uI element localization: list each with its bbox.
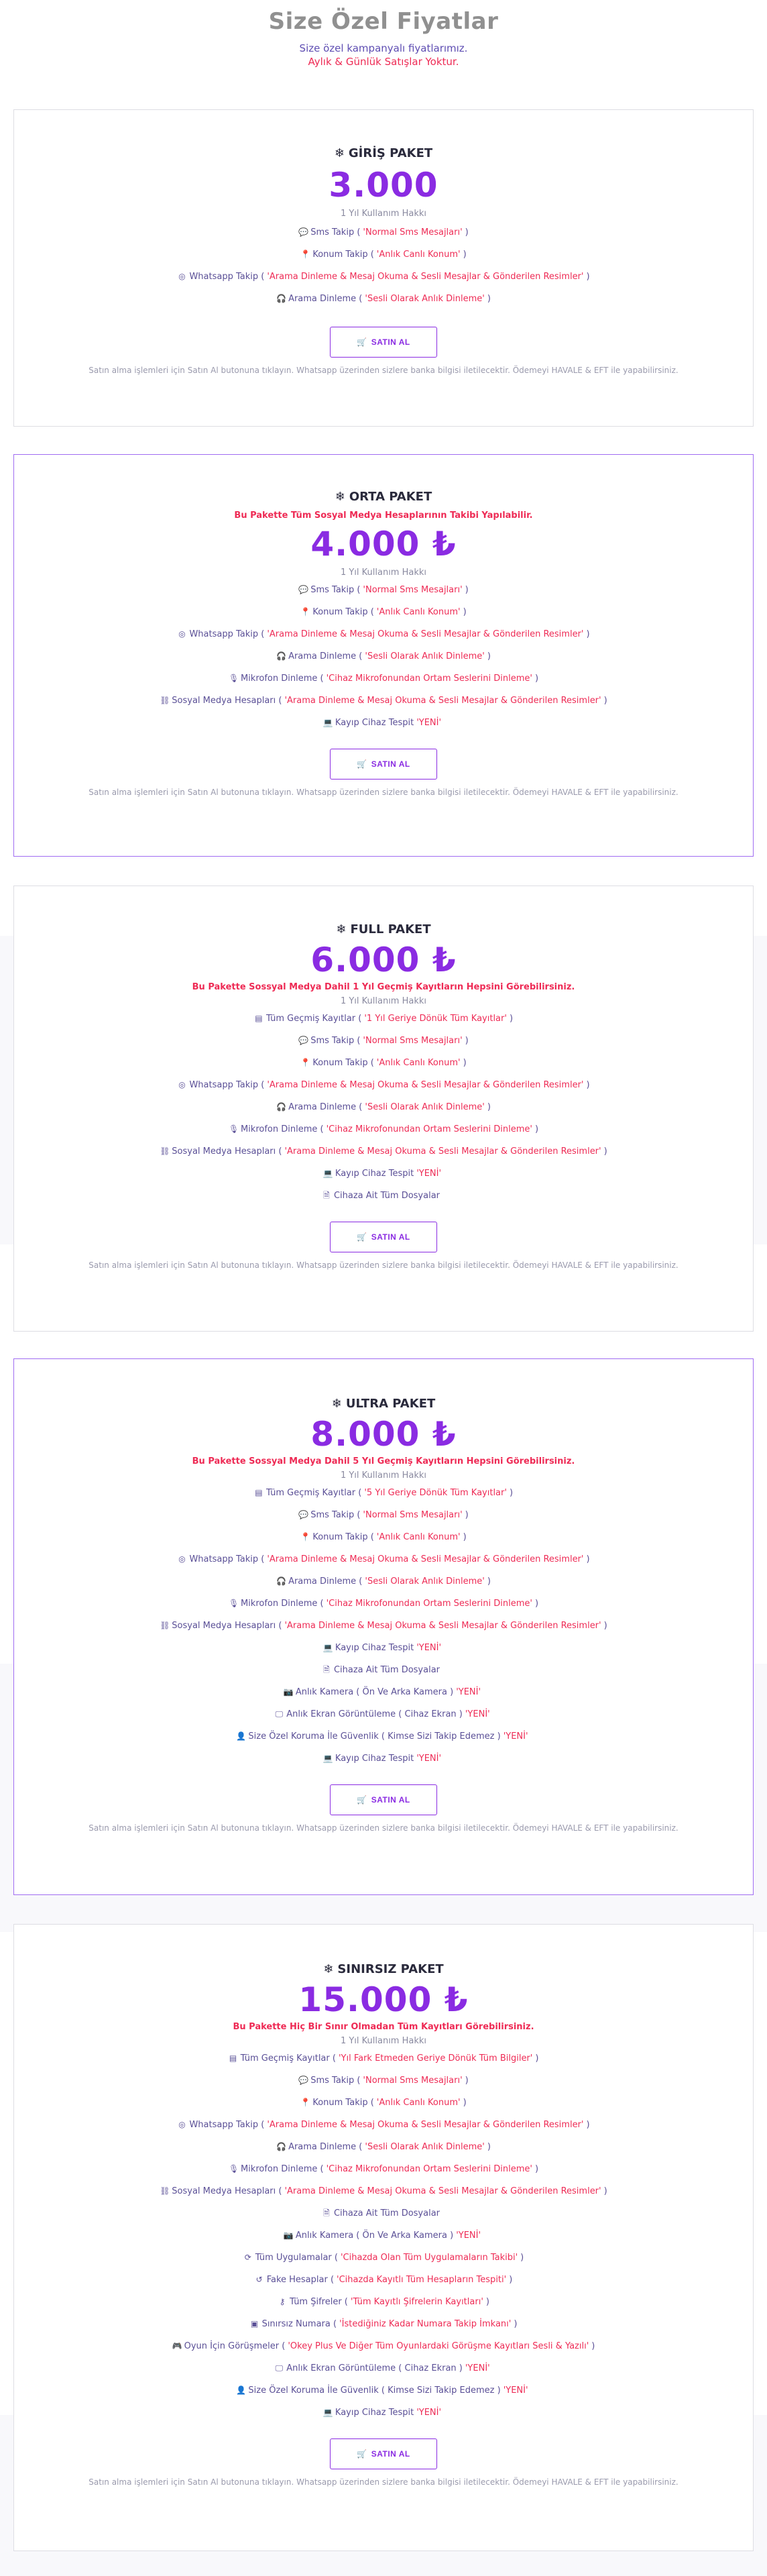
feature-highlight: 'YENİ' [416,718,442,728]
package-price: 8.000 ₺ [310,1415,457,1454]
social-icon: ⛓ [160,1621,170,1630]
snowflake-icon: ❄ [335,490,345,504]
feature-label: Konum Takip ( [312,2098,374,2108]
headphones-icon: 🎧 [276,2142,287,2151]
package-name: ORTA PAKET [349,490,432,504]
feature-highlight: 'Arama Dinleme & Mesaj Okuma & Sesli Mesajlar & Gönderilen Resimler' [267,1554,584,1564]
monitor-icon: 🖵 [275,2363,284,2373]
feature-highlight: 'Anlık Canlı Konum' [376,1532,461,1542]
folder-icon: 🗎 [323,1191,330,1200]
headphones-icon: 🎧 [276,1576,287,1586]
feature-label: Anlık Kamera ( Ön Ve Arka Kamera ) [295,2231,454,2241]
whatsapp-icon: ◎ [178,272,186,281]
feature-highlight: 'Anlık Canlı Konum' [376,2098,461,2108]
social-icon: ⛓ [160,1146,170,1156]
map-marker-icon: 📍 [300,250,311,259]
feature-item [14,2180,753,2202]
feature-item [14,1185,753,1207]
feature-suffix: ) [534,1599,539,1609]
feature-item [14,1637,753,1659]
feature-highlight: 'Arama Dinleme & Mesaj Okuma & Sesli Mesajlar & Gönderilen Resimler' [284,1621,601,1631]
feature-label: Sosyal Medya Hesapları ( [172,696,282,706]
feature-item [14,1659,753,1681]
feature-suffix: ) [520,2253,524,2263]
feature-item [14,288,753,310]
feature-suffix: ) [487,294,491,304]
feature-label: Sms Takip ( [310,1510,361,1520]
archive-icon: ▤ [229,2053,237,2063]
feature-label: Fake Hesaplar ( [266,2275,335,2285]
feature-item [14,1482,753,1504]
feature-label: Mikrofon Dinleme ( [240,1124,324,1134]
package-title [14,1397,753,1411]
feature-item [14,1163,753,1185]
microphone-icon: 🎙 [228,674,239,683]
feature-suffix: ) [603,696,607,706]
feature-highlight: 'YENİ' [416,1754,442,1764]
package-name: ULTRA PAKET [345,1397,436,1411]
feature-highlight: 'Anlık Canlı Konum' [376,607,461,617]
feature-highlight: 'Normal Sms Mesajları' [363,1036,463,1046]
feature-label: Cihaza Ait Tüm Dosyalar [333,1665,440,1675]
feature-suffix: ) [591,2341,595,2351]
laptop-icon: 💻 [322,1643,333,1652]
feature-label: Sms Takip ( [310,1036,361,1046]
feature-label: Sosyal Medya Hesapları ( [172,1621,282,1631]
folder-icon: 🗎 [323,2208,330,2218]
package-card-sinirsiz [13,1924,754,2551]
feature-label: Mikrofon Dinleme ( [240,2164,324,2174]
feature-label: Tüm Geçmiş Kayıtlar ( [266,1014,362,1024]
user-icon: 👤 [236,1731,247,1741]
payment-note: Satın alma işlemleri için Satın Al butonuna tıklayın. Whatsapp üzerinden sizlere banka bilgisi iletilecektir. Ödemeyi HAVALE & EFT ile yapabilirsiniz. [88,2477,678,2487]
social-icon: ⛓ [160,2186,170,2196]
feature-suffix: ) [534,1124,539,1134]
apps-icon: ⟳ [244,2253,251,2262]
feature-suffix: ) [463,1532,467,1542]
feature-item [14,2291,753,2313]
feature-suffix: ) [465,227,469,237]
feature-list [14,579,753,734]
feature-list [14,1482,753,1770]
snowflake-icon: ❄ [323,1962,334,1976]
package-price: 15.000 ₺ [298,1980,469,2019]
feature-item [14,1504,753,1526]
feature-suffix: ) [487,1576,491,1587]
feature-highlight: 'YENİ' [465,2363,490,2373]
camera-icon: 📷 [283,1687,294,1697]
buy-button[interactable]: 🛒 SATIN AL [330,749,437,780]
feature-suffix: ) [603,1621,607,1631]
feature-label: Whatsapp Takip ( [189,629,265,639]
feature-label: Kayıp Cihaz Tespit [335,718,414,728]
feature-highlight: '1 Yıl Geriye Dönük Tüm Kayıtlar' [364,1014,507,1024]
feature-suffix: ) [463,250,467,260]
feature-highlight: 'Cihaz Mikrofonundan Ortam Seslerini Dinleme' [326,2164,532,2174]
feature-item [14,2313,753,2335]
feature-item [14,579,753,601]
package-description: Bu Pakette Hiç Bir Sınır Olmadan Tüm Kayıtları Görebilirsiniz. [233,2022,534,2032]
feature-highlight: 'Sesli Olarak Anlık Dinleme' [365,651,485,661]
feature-highlight: 'Arama Dinleme & Mesaj Okuma & Sesli Mesajlar & Gönderilen Resimler' [267,272,584,282]
package-card-full [13,885,754,1332]
feature-highlight: 'YENİ' [503,2385,528,2396]
package-title [14,1962,753,1976]
payment-note: Satın alma işlemleri için Satın Al butonuna tıklayın. Whatsapp üzerinden sizlere banka bilgisi iletilecektir. Ödemeyi HAVALE & EFT ile yapabilirsiniz. [88,366,678,375]
feature-label: Konum Takip ( [312,607,374,617]
feature-suffix: ) [586,272,590,282]
feature-highlight: '5 Yıl Geriye Dönük Tüm Kayıtlar' [364,1488,507,1498]
whatsapp-icon: ◎ [178,629,186,639]
microphone-icon: 🎙 [228,1599,239,1608]
feature-highlight: 'Anlık Canlı Konum' [376,250,461,260]
package-name: FULL PAKET [350,922,431,936]
feature-item [14,2335,753,2357]
package-description: Bu Pakette Sossyal Medya Dahil 5 Yıl Geçmiş Kayıtların Hepsini Görebilirsiniz. [192,1456,575,1466]
package-price: 6.000 ₺ [310,941,457,979]
archive-icon: ▤ [255,1488,263,1497]
feature-label: Konum Takip ( [312,1058,374,1068]
feature-suffix: ) [487,1102,491,1112]
feature-label: Sosyal Medya Hesapları ( [172,1146,282,1157]
feature-item [14,2224,753,2247]
feature-highlight: 'Normal Sms Mesajları' [363,1510,463,1520]
feature-highlight: 'Sesli Olarak Anlık Dinleme' [365,1102,485,1112]
feature-label: Size Özel Koruma İle Güvenlik ( Kimse Sizi Takip Edemez ) [248,2385,501,2396]
key-icon: ⚷ [279,2297,286,2306]
feature-label: Mikrofon Dinleme ( [240,1599,324,1609]
feature-item [14,645,753,667]
feature-label: Arama Dinleme ( [288,1576,363,1587]
feature-suffix: ) [509,2275,513,2285]
feature-suffix: ) [603,1146,607,1157]
feature-label: Sms Takip ( [310,227,361,237]
feature-suffix: ) [487,2142,491,2152]
feature-item [14,1725,753,1748]
laptop-icon: 💻 [322,1754,333,1763]
feature-item [14,1096,753,1118]
feature-label: Anlık Ekran Görüntüleme ( Cihaz Ekran ) [286,1709,463,1719]
feature-label: Konum Takip ( [312,1532,374,1542]
headphones-icon: 🎧 [276,294,287,303]
feature-label: Whatsapp Takip ( [189,272,265,282]
feature-item [14,2202,753,2224]
chat-icon: 💬 [298,1036,309,1045]
feature-item [14,623,753,645]
package-card-giris [13,109,754,427]
chat-icon: 💬 [298,2076,309,2085]
feature-label: Tüm Geçmiş Kayıtlar ( [266,1488,362,1498]
feature-highlight: 'Cihaz Mikrofonundan Ortam Seslerini Dinleme' [326,674,532,684]
whatsapp-icon: ◎ [178,1554,186,1564]
feature-highlight: 'Arama Dinleme & Mesaj Okuma & Sesli Mesajlar & Gönderilen Resimler' [284,1146,601,1157]
feature-label: Tüm Geçmiş Kayıtlar ( [240,2053,336,2063]
feature-item [14,690,753,712]
laptop-icon: 💻 [322,718,333,727]
feature-item [14,2402,753,2424]
whatsapp-icon: ◎ [178,2120,186,2129]
feature-label: Anlık Kamera ( Ön Ve Arka Kamera ) [295,1687,454,1697]
buy-button[interactable]: 🛒 SATIN AL [330,327,437,358]
feature-label: Sms Takip ( [310,2076,361,2086]
usage-period: 1 Yıl Kullanım Hakkı [340,568,427,578]
feature-suffix: ) [465,1036,469,1046]
chat-icon: 💬 [298,585,309,594]
feature-highlight: 'Arama Dinleme & Mesaj Okuma & Sesli Mesajlar & Gönderilen Resimler' [284,2186,601,2196]
cart-icon: 🛒 [357,337,367,347]
user-icon: 👤 [236,2385,247,2395]
feature-suffix: ) [586,1080,590,1090]
feature-suffix: ) [534,2164,539,2174]
feature-suffix: ) [463,1058,467,1068]
usage-period: 1 Yıl Kullanım Hakkı [340,996,427,1006]
headphones-icon: 🎧 [276,651,287,661]
feature-highlight: 'YENİ' [456,2231,481,2241]
laptop-icon: 💻 [322,1169,333,1178]
feature-highlight: 'Cihaz Mikrofonundan Ortam Seslerini Dinleme' [326,1599,532,1609]
cart-icon: 🛒 [357,2449,367,2459]
chat-icon: 💬 [298,227,309,237]
feature-list [14,1008,753,1207]
map-marker-icon: 📍 [300,1532,311,1542]
package-description: Bu Pakette Tüm Sosyal Medya Hesaplarının Takibi Yapılabilir. [234,511,533,521]
usage-period: 1 Yıl Kullanım Hakkı [340,2036,427,2046]
feature-label: Konum Takip ( [312,250,374,260]
microphone-icon: 🎙 [228,2164,239,2174]
feature-item [14,2047,753,2070]
feature-item [14,2114,753,2136]
snowflake-icon: ❄ [336,922,347,936]
feature-item [14,712,753,734]
feature-highlight: 'Cihazda Olan Tüm Uygulamaların Takibi' [340,2253,518,2263]
map-marker-icon: 📍 [300,607,311,616]
gamepad-icon: 🎮 [172,2341,182,2351]
feature-suffix: ) [509,1014,514,1024]
feature-item [14,2158,753,2180]
feature-highlight: 'Anlık Canlı Konum' [376,1058,461,1068]
feature-highlight: 'Normal Sms Mesajları' [363,2076,463,2086]
feature-suffix: ) [465,2076,469,2086]
feature-item [14,1703,753,1725]
monitor-icon: 🖵 [275,1709,284,1719]
feature-item [14,1570,753,1593]
feature-item [14,601,753,623]
cart-icon: 🛒 [357,1232,367,1242]
feature-highlight: 'Cihaz Mikrofonundan Ortam Seslerini Dinleme' [326,1124,532,1134]
feature-suffix: ) [535,2053,539,2063]
feature-item [14,1548,753,1570]
page-title: Size Özel Fiyatlar [268,8,499,35]
usage-period: 1 Yıl Kullanım Hakkı [340,209,427,219]
feature-suffix: ) [465,585,469,595]
package-card-orta [13,454,754,857]
archive-icon: ▤ [255,1014,263,1023]
feature-suffix: ) [603,2186,607,2196]
feature-label: Arama Dinleme ( [288,294,363,304]
feature-item [14,1748,753,1770]
map-marker-icon: 📍 [300,2098,311,2107]
feature-highlight: 'Normal Sms Mesajları' [363,227,463,237]
feature-suffix: ) [487,651,491,661]
feature-item [14,221,753,244]
whatsapp-icon: ◎ [178,1080,186,1089]
feature-highlight: 'Okey Plus Ve Diğer Tüm Oyunlardaki Görüşme Kayıtları Sesli & Yazılı' [288,2341,589,2351]
snowflake-icon: ❄ [331,1397,342,1411]
id-card-icon: ▣ [250,2319,259,2328]
feature-highlight: 'YENİ' [456,1687,481,1697]
cart-icon: 🛒 [357,1795,367,1805]
feature-label: Sınırsız Numara ( [261,2319,337,2329]
feature-label: Arama Dinleme ( [288,651,363,661]
feature-item [14,1118,753,1140]
feature-label: Whatsapp Takip ( [189,2120,265,2130]
feature-label: Sms Takip ( [310,585,361,595]
feature-suffix: ) [586,629,590,639]
history-icon: ↺ [255,2275,263,2284]
package-card-ultra [13,1358,754,1895]
feature-label: Tüm Şifreler ( [290,2297,348,2307]
feature-item [14,266,753,288]
feature-highlight: 'Cihazda Kayıtlı Tüm Hesapların Tespiti' [337,2275,507,2285]
feature-item [14,1030,753,1052]
feature-item [14,2136,753,2158]
feature-highlight: 'YENİ' [503,1731,528,1741]
payment-note: Satın alma işlemleri için Satın Al butonuna tıklayın. Whatsapp üzerinden sizlere banka bilgisi iletilecektir. Ödemeyi HAVALE & EFT ile yapabilirsiniz. [88,1260,678,1270]
feature-label: Arama Dinleme ( [288,1102,363,1112]
package-description: Bu Pakette Sossyal Medya Dahil 1 Yıl Geçmiş Kayıtların Hepsini Görebilirsiniz. [192,982,575,992]
headphones-icon: 🎧 [276,1102,287,1112]
feature-item [14,2357,753,2379]
feature-item [14,1074,753,1096]
payment-note: Satın alma işlemleri için Satın Al butonuna tıklayın. Whatsapp üzerinden sizlere banka bilgisi iletilecektir. Ödemeyi HAVALE & EFT ile yapabilirsiniz. [88,1823,678,1833]
pricing-header [0,0,767,68]
feature-item [14,2247,753,2269]
social-icon: ⛓ [160,696,170,705]
microphone-icon: 🎙 [228,1124,239,1134]
feature-label: Kayıp Cihaz Tespit [335,1643,414,1653]
feature-highlight: 'YENİ' [465,1709,490,1719]
feature-suffix: ) [514,2319,518,2329]
feature-highlight: 'YENİ' [416,1643,442,1653]
buy-button[interactable]: 🛒 SATIN AL [330,1784,437,1815]
feature-highlight: 'Arama Dinleme & Mesaj Okuma & Sesli Mesajlar & Gönderilen Resimler' [267,1080,584,1090]
feature-highlight: 'YENİ' [416,2408,442,2418]
buy-button[interactable]: 🛒 SATIN AL [330,1222,437,1252]
package-name: GİRİŞ PAKET [348,146,433,160]
feature-label: Size Özel Koruma İle Güvenlik ( Kimse Sizi Takip Edemez ) [248,1731,501,1741]
feature-item [14,2070,753,2092]
feature-item [14,244,753,266]
feature-item [14,1526,753,1548]
feature-highlight: 'Arama Dinleme & Mesaj Okuma & Sesli Mesajlar & Gönderilen Resimler' [267,2120,584,2130]
feature-highlight: 'Arama Dinleme & Mesaj Okuma & Sesli Mesajlar & Gönderilen Resimler' [267,629,584,639]
page-subtitle: Size özel kampanyalı fiyatlarımız. [299,42,468,54]
feature-highlight: 'Normal Sms Mesajları' [363,585,463,595]
feature-label: Kayıp Cihaz Tespit [335,2408,414,2418]
usage-period: 1 Yıl Kullanım Hakkı [340,1470,427,1481]
feature-label: Cihaza Ait Tüm Dosyalar [333,2208,440,2218]
sales-notice: Aylık & Günlük Satışlar Yoktur. [308,56,459,68]
feature-highlight: 'Tüm Kayıtlı Şifrelerin Kayıtları' [350,2297,483,2307]
package-title [14,146,753,160]
package-price: 3.000 [329,166,438,205]
feature-list [14,221,753,310]
feature-label: Whatsapp Takip ( [189,1080,265,1090]
feature-label: Oyun İçin Görüşmeler ( [184,2341,286,2351]
feature-item [14,1140,753,1163]
feature-label: Arama Dinleme ( [288,2142,363,2152]
feature-highlight: 'Yıl Fark Etmeden Geriye Dönük Tüm Bilgiler' [338,2053,533,2063]
buy-button[interactable]: 🛒 SATIN AL [330,2438,437,2469]
feature-highlight: 'Sesli Olarak Anlık Dinleme' [365,294,485,304]
feature-highlight: 'Arama Dinleme & Mesaj Okuma & Sesli Mesajlar & Gönderilen Resimler' [284,696,601,706]
feature-highlight: 'YENİ' [416,1169,442,1179]
feature-item [14,2379,753,2402]
feature-item [14,2092,753,2114]
feature-highlight: 'İstediğiniz Kadar Numara Takip İmkanı' [339,2319,512,2329]
feature-label: Tüm Uygulamalar ( [255,2253,338,2263]
feature-highlight: 'Sesli Olarak Anlık Dinleme' [365,1576,485,1587]
feature-suffix: ) [485,2297,489,2307]
map-marker-icon: 📍 [300,1058,311,1067]
feature-item [14,1052,753,1074]
feature-label: Mikrofon Dinleme ( [240,674,324,684]
feature-suffix: ) [586,2120,590,2130]
feature-suffix: ) [465,1510,469,1520]
package-title [14,922,753,936]
snowflake-icon: ❄ [334,146,345,160]
feature-highlight: 'Sesli Olarak Anlık Dinleme' [365,2142,485,2152]
feature-label: Cihaza Ait Tüm Dosyalar [333,1191,440,1201]
feature-label: Sosyal Medya Hesapları ( [172,2186,282,2196]
feature-suffix: ) [586,1554,590,1564]
feature-item [14,1593,753,1615]
feature-item [14,1615,753,1637]
feature-label: Whatsapp Takip ( [189,1554,265,1564]
feature-suffix: ) [463,607,467,617]
package-name: SINIRSIZ PAKET [337,1962,444,1976]
feature-item [14,1008,753,1030]
feature-list [14,2047,753,2424]
folder-icon: 🗎 [323,1665,330,1674]
feature-label: Kayıp Cihaz Tespit [335,1754,414,1764]
feature-item [14,1681,753,1703]
feature-label: Anlık Ekran Görüntüleme ( Cihaz Ekran ) [286,2363,463,2373]
feature-label: Kayıp Cihaz Tespit [335,1169,414,1179]
feature-suffix: ) [463,2098,467,2108]
feature-suffix: ) [534,674,539,684]
package-price: 4.000 ₺ [310,525,457,564]
payment-note: Satın alma işlemleri için Satın Al butonuna tıklayın. Whatsapp üzerinden sizlere banka bilgisi iletilecektir. Ödemeyi HAVALE & EFT ile yapabilirsiniz. [88,788,678,797]
chat-icon: 💬 [298,1510,309,1519]
cart-icon: 🛒 [357,759,367,769]
feature-suffix: ) [509,1488,514,1498]
package-title [14,490,753,504]
feature-item [14,2269,753,2291]
feature-item [14,667,753,690]
camera-icon: 📷 [283,2231,294,2240]
laptop-icon: 💻 [322,2408,333,2417]
